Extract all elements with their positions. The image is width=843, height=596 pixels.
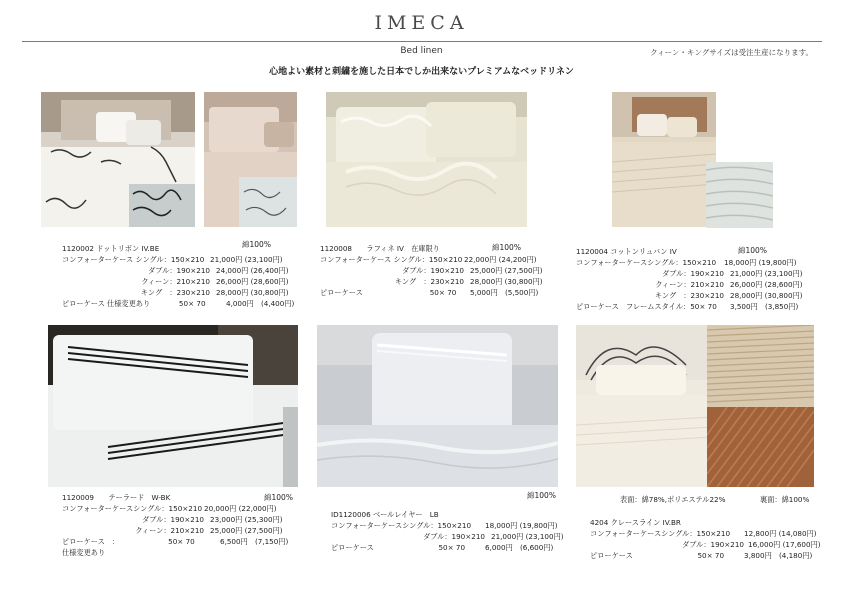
spec-price: 25,000円 (27,500円)	[470, 266, 543, 275]
product-photo-veil-layer	[317, 325, 558, 487]
spec-price: 6,500円 (7,150円)	[220, 537, 289, 546]
material-back: 裏面：綿100%	[760, 495, 810, 504]
spec-size: クィーン：210×210	[655, 280, 724, 289]
spec-size: コンフォーターケースシングル：150×210	[576, 258, 717, 267]
spec-size: ピローケース 50× 70	[590, 551, 725, 560]
product-code: 1120004 コットンリュバン IV	[576, 247, 677, 256]
product-swatch-crease-line-back	[707, 407, 814, 487]
spec-price: 18,000円 (19,800円)	[724, 258, 797, 267]
product-spec-4	[62, 492, 293, 558]
order-notice: クィーン・キングサイズは受注生産になります。	[650, 48, 813, 57]
product-spec-1	[62, 240, 295, 309]
product-code: 4204 クレースライン IV.BR	[590, 518, 681, 527]
spec-size: キング ：230×210	[140, 288, 210, 297]
product-code: 1120009 テーラード W-BK	[62, 493, 171, 502]
spec-price: 4,000円 (4,400円)	[226, 299, 295, 308]
brand-logo: IMECA	[374, 12, 469, 34]
spec-size: ダブル：190×210	[662, 269, 724, 278]
spec-price: 12,800円 (14,080円)	[744, 529, 817, 538]
product-spec-3	[576, 246, 803, 312]
spec-size: ダブル：190×210	[142, 515, 204, 524]
product-code: 1120008 ラフィネ IV 在庫限り	[320, 244, 440, 253]
product-code-spacer	[331, 490, 527, 501]
product-photo-tailored	[48, 325, 298, 487]
spec-price: 21,000円 (23,100円)	[210, 255, 283, 264]
spec-size: コンフォーターケースシングル：150×210	[331, 521, 472, 530]
spec-size: ダブル：190×210	[682, 540, 744, 549]
spec-price: 24,000円 (26,400円)	[216, 266, 289, 275]
spec-price: 20,000円 (22,000円)	[204, 504, 277, 513]
material-label: 綿100%	[738, 246, 767, 255]
material-label: 綿100%	[492, 243, 521, 252]
spec-size: キング ：230×210	[654, 291, 724, 300]
page-tagline: 心地よい素材と刺繍を施した日本でしか出来ないプレミアムなベッドリネン	[269, 67, 574, 77]
spec-price: 21,000円 (23,100円)	[730, 269, 803, 278]
spec-price: 25,000円 (27,500円)	[210, 526, 283, 535]
spec-size: クィーン：210×210	[135, 526, 204, 535]
product-photo-raffine	[326, 92, 527, 227]
spec-price: 26,000円 (28,600円)	[216, 277, 289, 286]
spec-price: 21,000円 (23,100円)	[491, 532, 564, 541]
material-front: 表面：綿78%,ポリエステル22%	[620, 495, 726, 504]
material-label: 綿100%	[242, 240, 271, 249]
header-rule	[22, 41, 822, 42]
product-photo-crease-line	[576, 325, 712, 487]
spec-price: 18,000円 (19,800円)	[485, 521, 558, 530]
spec-size: ピローケース ： 50× 70	[62, 537, 195, 546]
spec-price: 23,000円 (25,300円)	[210, 515, 283, 524]
spec-note: 仕様変更あり	[62, 548, 106, 557]
spec-price: 28,000円 (30,800円)	[216, 288, 289, 297]
product-swatch-cotton-ruban	[706, 162, 773, 228]
spec-size: ピローケース フレームスタイル：50× 70	[576, 302, 717, 311]
spec-size: ダブル：190×210	[148, 266, 210, 275]
page-subtitle: Bed linen	[400, 46, 443, 56]
spec-size: ダブル：190×210	[402, 266, 464, 275]
spec-price: 3,800円 (4,180円)	[744, 551, 813, 560]
product-photo-dot-ribbon-alt	[204, 92, 297, 227]
spec-size: コンフォーターケース シングル：150×210	[62, 255, 205, 264]
spec-price: 6,000円 (6,600円)	[485, 543, 554, 552]
spec-price: 28,000円 (30,800円)	[730, 291, 803, 300]
spec-size: ピローケース 50× 70	[331, 543, 466, 552]
product-code: ID1120006 ベールレイヤー LB	[331, 510, 439, 519]
spec-price: 5,000円 (5,500円)	[470, 288, 539, 297]
spec-size: ピローケース 仕様変更あり 50× 70	[62, 299, 206, 308]
spec-price: 22,000円 (24,200円)	[464, 255, 537, 264]
spec-size: キング ：230×210	[394, 277, 464, 286]
spec-size: コンフォーターケースシングル：150×210	[62, 504, 203, 513]
spec-price: 26,000円 (28,600円)	[730, 280, 803, 289]
spec-size: ピローケース 50× 70	[320, 288, 457, 297]
spec-price: 28,000円 (30,800円)	[470, 277, 543, 286]
spec-price: 3,500円 (3,850円)	[730, 302, 799, 311]
spec-size: ダブル：190×210	[423, 532, 485, 541]
spec-price: 16,000円 (17,600円)	[748, 540, 821, 549]
spec-size: コンフォーターケース シングル：150×210	[320, 255, 463, 264]
spec-size: コンフォーターケースシングル：150×210	[590, 529, 731, 538]
product-photo-dot-ribbon	[41, 92, 195, 227]
product-spec-2	[320, 243, 543, 298]
product-swatch-crease-line-front	[707, 325, 814, 407]
material-label: 綿100%	[527, 491, 556, 500]
product-photo-cotton-ruban	[612, 92, 716, 227]
product-code: 1120002 ドットリボン IV.BE	[62, 244, 160, 253]
product-spec-5	[331, 490, 564, 553]
spec-size: クィーン：210×210	[141, 277, 210, 286]
product-spec-6	[590, 494, 821, 561]
material-label: 綿100%	[264, 493, 293, 502]
